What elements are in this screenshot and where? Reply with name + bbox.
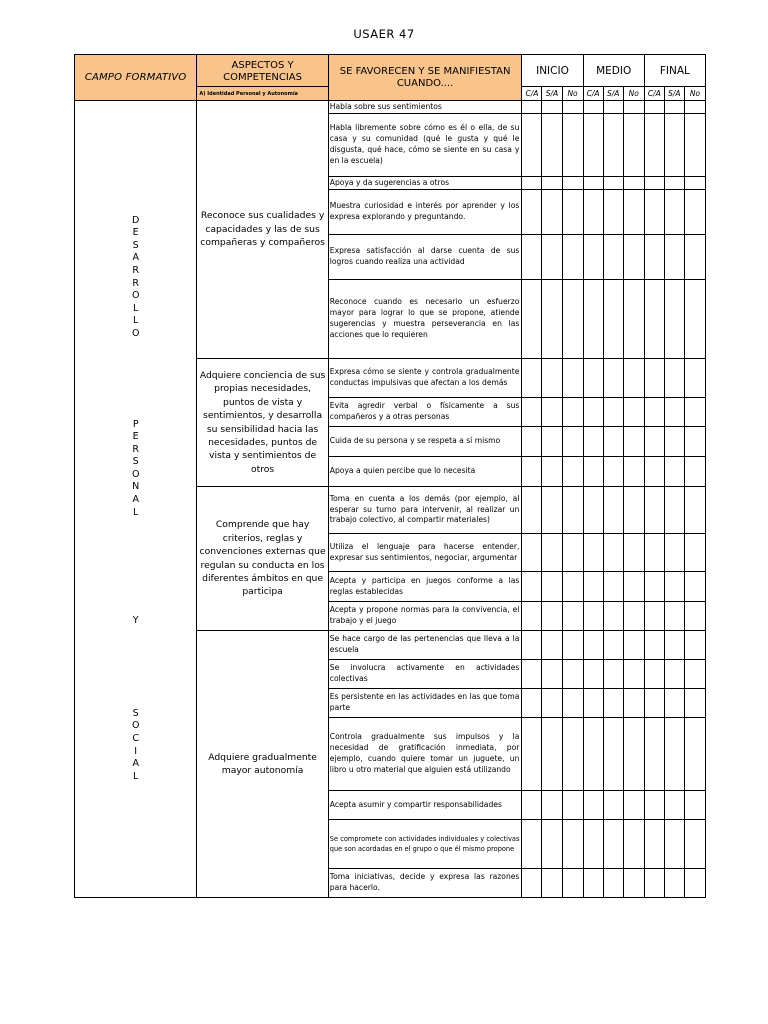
check-cell-inicio-ca[interactable]	[522, 427, 542, 457]
check-cell-inicio-no[interactable]	[562, 101, 583, 114]
check-cell-medio-ca[interactable]	[583, 718, 603, 791]
check-cell-inicio-no[interactable]	[562, 235, 583, 280]
indicador-cell: Se involucra activamente en actividades colectivas	[328, 660, 522, 689]
check-cell-medio-ca[interactable]	[583, 487, 603, 534]
indicador-cell: Habla sobre sus sentimientos	[328, 101, 522, 114]
check-cell-medio-sa[interactable]	[603, 820, 623, 869]
indicador-cell: Reconoce cuando es necesario un esfuerzo mayor para lograr lo que se propone, atiende sugerencias y muestra perseverancia en las acciones que lo requieren	[328, 280, 522, 359]
check-cell-final-ca[interactable]	[644, 427, 664, 457]
check-cell-final-sa[interactable]	[664, 791, 684, 820]
check-cell-inicio-no[interactable]	[562, 359, 583, 398]
check-cell-medio-ca[interactable]	[583, 689, 603, 718]
check-cell-inicio-ca[interactable]	[522, 457, 542, 487]
check-cell-final-no[interactable]	[684, 235, 705, 280]
check-cell-medio-no[interactable]	[623, 572, 644, 602]
check-cell-inicio-ca[interactable]	[522, 177, 542, 190]
check-cell-medio-no[interactable]	[623, 280, 644, 359]
check-cell-final-no[interactable]	[684, 427, 705, 457]
campo-word-3: S O C I A L	[131, 707, 140, 782]
check-cell-medio-ca[interactable]	[583, 398, 603, 427]
check-cell-inicio-ca[interactable]	[522, 689, 542, 718]
check-cell-final-ca[interactable]	[644, 177, 664, 190]
check-cell-final-no[interactable]	[684, 602, 705, 631]
check-cell-inicio-sa[interactable]	[542, 631, 562, 660]
check-cell-medio-no[interactable]	[623, 602, 644, 631]
check-cell-inicio-no[interactable]	[562, 869, 583, 898]
check-cell-medio-ca[interactable]	[583, 534, 603, 572]
check-cell-final-sa[interactable]	[664, 101, 684, 114]
check-cell-medio-ca[interactable]	[583, 820, 603, 869]
check-cell-inicio-no[interactable]	[562, 177, 583, 190]
check-cell-final-no[interactable]	[684, 869, 705, 898]
check-cell-inicio-sa[interactable]	[542, 235, 562, 280]
check-cell-final-ca[interactable]	[644, 114, 664, 177]
check-cell-final-sa[interactable]	[664, 660, 684, 689]
check-cell-medio-no[interactable]	[623, 190, 644, 235]
check-cell-medio-ca[interactable]	[583, 114, 603, 177]
check-cell-inicio-sa[interactable]	[542, 660, 562, 689]
col-ca: C/A	[522, 87, 542, 101]
check-cell-final-ca[interactable]	[644, 689, 664, 718]
check-cell-final-ca[interactable]	[644, 791, 664, 820]
check-cell-inicio-sa[interactable]	[542, 280, 562, 359]
check-cell-medio-no[interactable]	[623, 177, 644, 190]
check-cell-final-sa[interactable]	[664, 820, 684, 869]
table-row	[75, 101, 706, 114]
check-cell-inicio-sa[interactable]	[542, 572, 562, 602]
check-cell-inicio-sa[interactable]	[542, 398, 562, 427]
check-cell-final-ca[interactable]	[644, 718, 664, 791]
check-cell-medio-no[interactable]	[623, 101, 644, 114]
check-cell-medio-no[interactable]	[623, 457, 644, 487]
aspectos-header: ASPECTOS Y COMPETENCIAS	[197, 55, 328, 87]
check-cell-inicio-sa[interactable]	[542, 791, 562, 820]
check-cell-final-sa[interactable]	[664, 689, 684, 718]
check-cell-final-sa[interactable]	[664, 114, 684, 177]
check-cell-inicio-ca[interactable]	[522, 820, 542, 869]
check-cell-final-ca[interactable]	[644, 602, 664, 631]
check-cell-medio-ca[interactable]	[583, 602, 603, 631]
check-cell-inicio-no[interactable]	[562, 820, 583, 869]
check-cell-medio-ca[interactable]	[583, 791, 603, 820]
stage-inicio-header: INICIO	[522, 55, 583, 87]
check-cell-final-ca[interactable]	[644, 572, 664, 602]
check-cell-medio-no[interactable]	[623, 359, 644, 398]
indicador-cell: Es persistente en las actividades en las que toma parte	[328, 689, 522, 718]
check-cell-inicio-sa[interactable]	[542, 190, 562, 235]
check-cell-final-ca[interactable]	[644, 534, 664, 572]
check-cell-final-no[interactable]	[684, 572, 705, 602]
check-cell-inicio-ca[interactable]	[522, 534, 542, 572]
check-cell-final-no[interactable]	[684, 177, 705, 190]
check-cell-medio-sa[interactable]	[603, 572, 623, 602]
check-cell-medio-sa[interactable]	[603, 190, 623, 235]
indicador-cell: Evita agredir verbal o físicamente a sus compañeros y a otras personas	[328, 398, 522, 427]
indicador-cell: Se compromete con actividades individuales y colectivas que son acordadas en el grupo o que él mismo propone	[328, 820, 522, 869]
check-cell-final-sa[interactable]	[664, 718, 684, 791]
check-cell-medio-no[interactable]	[623, 427, 644, 457]
check-cell-final-ca[interactable]	[644, 660, 664, 689]
check-cell-inicio-no[interactable]	[562, 398, 583, 427]
check-cell-medio-ca[interactable]	[583, 457, 603, 487]
check-cell-inicio-ca[interactable]	[522, 869, 542, 898]
check-cell-medio-sa[interactable]	[603, 689, 623, 718]
campo-formativo-header: CAMPO FORMATIVO	[75, 55, 197, 101]
check-cell-medio-sa[interactable]	[603, 487, 623, 534]
check-cell-final-no[interactable]	[684, 534, 705, 572]
check-cell-inicio-ca[interactable]	[522, 660, 542, 689]
check-cell-medio-no[interactable]	[623, 631, 644, 660]
check-cell-final-no[interactable]	[684, 631, 705, 660]
check-cell-inicio-no[interactable]	[562, 631, 583, 660]
check-cell-final-sa[interactable]	[664, 534, 684, 572]
col-ca: C/A	[583, 87, 603, 101]
check-cell-inicio-sa[interactable]	[542, 457, 562, 487]
check-cell-inicio-no[interactable]	[562, 602, 583, 631]
check-cell-inicio-sa[interactable]	[542, 689, 562, 718]
col-no: No	[623, 87, 644, 101]
check-cell-inicio-ca[interactable]	[522, 359, 542, 398]
campo-formativo-cell	[75, 101, 197, 898]
check-cell-final-ca[interactable]	[644, 820, 664, 869]
check-cell-final-no[interactable]	[684, 190, 705, 235]
check-cell-medio-ca[interactable]	[583, 572, 603, 602]
check-cell-final-ca[interactable]	[644, 101, 664, 114]
indicador-cell: Apoya a quien percibe que lo necesita	[328, 457, 522, 487]
check-cell-inicio-sa[interactable]	[542, 359, 562, 398]
check-cell-inicio-no[interactable]	[562, 660, 583, 689]
check-cell-final-ca[interactable]	[644, 631, 664, 660]
document-title: USAER 47	[353, 27, 415, 41]
check-cell-final-ca[interactable]	[644, 190, 664, 235]
check-cell-medio-ca[interactable]	[583, 660, 603, 689]
check-cell-inicio-ca[interactable]	[522, 487, 542, 534]
indicador-cell: Se hace cargo de las pertenencias que lleva a la escuela	[328, 631, 522, 660]
check-cell-medio-sa[interactable]	[603, 660, 623, 689]
check-cell-final-sa[interactable]	[664, 398, 684, 427]
favorecen-header: SE FAVORECEN Y SE MANIFIESTAN CUANDO....	[328, 55, 522, 101]
indicador-cell: Controla gradualmente sus impulsos y la necesidad de gratificación inmediata, por ejemplo, cuando quiere tomar un juguete, un libro u otro material que alguien está utilizando	[328, 718, 522, 791]
check-cell-final-sa[interactable]	[664, 487, 684, 534]
check-cell-inicio-no[interactable]	[562, 689, 583, 718]
check-cell-medio-no[interactable]	[623, 534, 644, 572]
check-cell-medio-sa[interactable]	[603, 718, 623, 791]
check-cell-medio-ca[interactable]	[583, 190, 603, 235]
check-cell-final-no[interactable]	[684, 280, 705, 359]
check-cell-final-no[interactable]	[684, 660, 705, 689]
check-cell-final-sa[interactable]	[664, 631, 684, 660]
check-cell-medio-no[interactable]	[623, 718, 644, 791]
stage-final-header: FINAL	[644, 55, 705, 87]
check-cell-final-sa[interactable]	[664, 602, 684, 631]
check-cell-inicio-ca[interactable]	[522, 791, 542, 820]
competencia-cell: Adquiere conciencia de sus propias necesidades, puntos de vista y sentimientos, y desarrolla su sensibilidad hacia las necesidades, puntos de vista y sentimientos de otros	[197, 359, 328, 487]
check-cell-inicio-no[interactable]	[562, 572, 583, 602]
check-cell-inicio-sa[interactable]	[542, 114, 562, 177]
indicador-cell: Cuida de su persona y se respeta a sí mismo	[328, 427, 522, 457]
check-cell-medio-no[interactable]	[623, 487, 644, 534]
check-cell-final-sa[interactable]	[664, 869, 684, 898]
check-cell-medio-sa[interactable]	[603, 114, 623, 177]
check-cell-inicio-no[interactable]	[562, 534, 583, 572]
indicador-cell: Expresa satisfacción al darse cuenta de sus logros cuando realiza una actividad	[328, 235, 522, 280]
check-cell-medio-no[interactable]	[623, 791, 644, 820]
check-cell-inicio-ca[interactable]	[522, 235, 542, 280]
check-cell-inicio-no[interactable]	[562, 487, 583, 534]
check-cell-inicio-sa[interactable]	[542, 820, 562, 869]
check-cell-medio-no[interactable]	[623, 660, 644, 689]
check-cell-inicio-sa[interactable]	[542, 602, 562, 631]
check-cell-medio-sa[interactable]	[603, 398, 623, 427]
check-cell-inicio-ca[interactable]	[522, 280, 542, 359]
check-cell-inicio-sa[interactable]	[542, 534, 562, 572]
indicador-cell: Toma iniciativas, decide y expresa las razones para hacerlo.	[328, 869, 522, 898]
campo-word-1: P E R S O N A L	[131, 418, 140, 518]
check-cell-final-sa[interactable]	[664, 190, 684, 235]
check-cell-medio-sa[interactable]	[603, 101, 623, 114]
check-cell-inicio-no[interactable]	[562, 190, 583, 235]
check-cell-medio-sa[interactable]	[603, 427, 623, 457]
check-cell-final-no[interactable]	[684, 114, 705, 177]
indicador-cell: Apoya y da sugerencias a otros	[328, 177, 522, 190]
check-cell-medio-sa[interactable]	[603, 359, 623, 398]
check-cell-inicio-no[interactable]	[562, 718, 583, 791]
check-cell-final-sa[interactable]	[664, 572, 684, 602]
indicador-cell: Utiliza el lenguaje para hacerse entender, expresar sus sentimientos, negociar, argumentar	[328, 534, 522, 572]
check-cell-final-no[interactable]	[684, 791, 705, 820]
check-cell-final-sa[interactable]	[664, 457, 684, 487]
check-cell-final-no[interactable]	[684, 101, 705, 114]
indicador-cell: Acepta asumir y compartir responsabilidades	[328, 791, 522, 820]
check-cell-inicio-sa[interactable]	[542, 177, 562, 190]
check-cell-medio-sa[interactable]	[603, 457, 623, 487]
check-cell-final-no[interactable]	[684, 457, 705, 487]
check-cell-inicio-ca[interactable]	[522, 190, 542, 235]
check-cell-medio-sa[interactable]	[603, 602, 623, 631]
check-cell-final-no[interactable]	[684, 718, 705, 791]
check-cell-inicio-ca[interactable]	[522, 631, 542, 660]
indicador-cell: Toma en cuenta a los demás (por ejemplo, al esperar su turno para intervenir, al realizar un trabajo colectivo, al compartir materiales)	[328, 487, 522, 534]
check-cell-final-no[interactable]	[684, 820, 705, 869]
check-cell-inicio-sa[interactable]	[542, 718, 562, 791]
indicador-cell: Habla libremente sobre cómo es él o ella, de su casa y su comunidad (qué le gusta y qué le disgusta, qué hace, cómo se siente en su casa y en la escuela)	[328, 114, 522, 177]
check-cell-inicio-ca[interactable]	[522, 114, 542, 177]
check-cell-inicio-ca[interactable]	[522, 718, 542, 791]
check-cell-inicio-sa[interactable]	[542, 487, 562, 534]
indicador-cell: Acepta y propone normas para la convivencia, el trabajo y el juego	[328, 602, 522, 631]
col-sa: S/A	[542, 87, 562, 101]
check-cell-medio-sa[interactable]	[603, 235, 623, 280]
check-cell-medio-ca[interactable]	[583, 869, 603, 898]
check-cell-final-ca[interactable]	[644, 457, 664, 487]
campo-word-2: Y	[132, 615, 139, 627]
check-cell-medio-ca[interactable]	[583, 359, 603, 398]
check-cell-final-ca[interactable]	[644, 235, 664, 280]
evaluation-table	[74, 54, 706, 898]
check-cell-final-no[interactable]	[684, 689, 705, 718]
check-cell-medio-ca[interactable]	[583, 177, 603, 190]
check-cell-medio-ca[interactable]	[583, 427, 603, 457]
check-cell-medio-no[interactable]	[623, 689, 644, 718]
check-cell-medio-sa[interactable]	[603, 869, 623, 898]
check-cell-medio-no[interactable]	[623, 235, 644, 280]
check-cell-inicio-ca[interactable]	[522, 101, 542, 114]
check-cell-medio-no[interactable]	[623, 869, 644, 898]
check-cell-final-sa[interactable]	[664, 427, 684, 457]
check-cell-final-sa[interactable]	[664, 359, 684, 398]
col-no: No	[562, 87, 583, 101]
check-cell-medio-ca[interactable]	[583, 235, 603, 280]
check-cell-medio-sa[interactable]	[603, 534, 623, 572]
check-cell-inicio-no[interactable]	[562, 791, 583, 820]
check-cell-final-no[interactable]	[684, 398, 705, 427]
col-sa: S/A	[664, 87, 684, 101]
competencia-cell: Comprende que hay criterios, reglas y convenciones externas que regulan su conducta en los diferentes ámbitos en que participa	[197, 487, 328, 631]
col-no: No	[684, 87, 705, 101]
col-ca: C/A	[644, 87, 664, 101]
check-cell-inicio-no[interactable]	[562, 457, 583, 487]
check-cell-final-no[interactable]	[684, 487, 705, 534]
check-cell-inicio-sa[interactable]	[542, 427, 562, 457]
check-cell-inicio-no[interactable]	[562, 427, 583, 457]
stage-medio-header: MEDIO	[583, 55, 644, 87]
check-cell-medio-sa[interactable]	[603, 631, 623, 660]
campo-word-0: D E S A R R O L L O	[131, 214, 140, 339]
check-cell-final-sa[interactable]	[664, 280, 684, 359]
competencia-cell: Adquiere gradualmente mayor autonomía	[197, 631, 328, 898]
check-cell-inicio-no[interactable]	[562, 114, 583, 177]
check-cell-inicio-ca[interactable]	[522, 572, 542, 602]
check-cell-final-sa[interactable]	[664, 177, 684, 190]
check-cell-inicio-ca[interactable]	[522, 602, 542, 631]
col-sa: S/A	[603, 87, 623, 101]
check-cell-inicio-sa[interactable]	[542, 101, 562, 114]
check-cell-final-ca[interactable]	[644, 869, 664, 898]
check-cell-medio-ca[interactable]	[583, 101, 603, 114]
check-cell-medio-no[interactable]	[623, 820, 644, 869]
check-cell-final-ca[interactable]	[644, 280, 664, 359]
check-cell-medio-sa[interactable]	[603, 280, 623, 359]
indicador-cell: Acepta y participa en juegos conforme a las reglas establecidas	[328, 572, 522, 602]
indicador-cell: Expresa cómo se siente y controla gradualmente conductas impulsivas que afectan a los demás	[328, 359, 522, 398]
aspecto-subheader: A) Identidad Personal y Autonomía	[197, 87, 328, 101]
competencia-cell: Reconoce sus cualidades y capacidades y las de sus compañeras y compañeros	[197, 101, 328, 359]
check-cell-final-sa[interactable]	[664, 235, 684, 280]
indicador-cell: Muestra curiosidad e interés por aprender y los expresa explorando y preguntando.	[328, 190, 522, 235]
check-cell-medio-no[interactable]	[623, 114, 644, 177]
check-cell-medio-sa[interactable]	[603, 177, 623, 190]
check-cell-final-ca[interactable]	[644, 398, 664, 427]
check-cell-inicio-sa[interactable]	[542, 869, 562, 898]
check-cell-medio-no[interactable]	[623, 398, 644, 427]
check-cell-inicio-no[interactable]	[562, 280, 583, 359]
check-cell-final-ca[interactable]	[644, 487, 664, 534]
check-cell-final-no[interactable]	[684, 359, 705, 398]
check-cell-medio-sa[interactable]	[603, 791, 623, 820]
check-cell-medio-ca[interactable]	[583, 280, 603, 359]
check-cell-inicio-ca[interactable]	[522, 398, 542, 427]
check-cell-medio-ca[interactable]	[583, 631, 603, 660]
check-cell-final-ca[interactable]	[644, 359, 664, 398]
